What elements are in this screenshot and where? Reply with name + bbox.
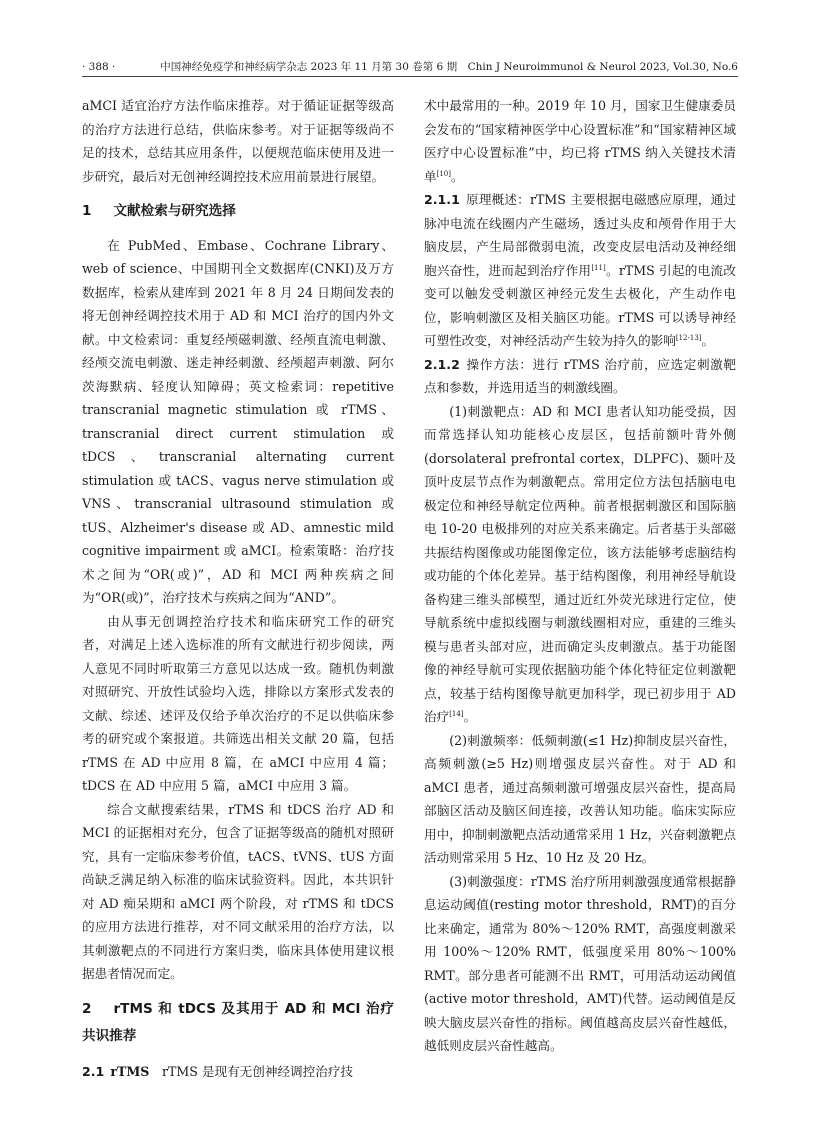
stimulation-target-text: AD 和 MCI 患者认知功能受损，因而常选择认知功能核心皮层区，包括前额叶背外侧(dorsolateral prefrontal cortex，DLPFC)、颞叶及顶叶皮层节点作为刺激靶点。常用定位方法包括脑电电极定位和神经导航定位两种。前者根据刺激区和国际脑电 10-20 电极排列的对应关系来确定。后者基于头部磁共振结构图像或功能图像定位，该方法能够考虑脑结构或功能的个体化差异。基于结构图像，利用神经导航设备构建三维头部模型，通过近红外荧光球进行定位，使导航系统中虚拟线圈与刺激线圈相对应，重建的三维头模与患者头部对应，进而确定头皮刺激点。基于功能图像的神经导航可实现依据脑功能个体化特征定位刺激靶点，较基于结构图像导航更加科学，现已初步用于 AD 治疗 <box>424 403 736 724</box>
section-2-1-1-title: 原理概述： <box>465 192 530 207</box>
search-paragraph: 在 PubMed、Embase、Cochrane Library、web of science、中国期刊全文数据库(CNKI)及万方数据库，检索从建库到 2021 年 8 月 24 日期间发表的将无创神经调控技术用于 AD 和 MCI 治疗的国内外文献。中文检索词：重复经颅磁刺激、经颅直流电刺激、经颅交流电刺激、迷走神经刺激、经颅超声刺激、阿尔茨海默病、轻度认知障碍；英文检索词：repetitive transcranial magnetic stimulation 或 rTMS、transcranial direct current stimulation 或 tDCS、transcranial alternating current stimulation 或 tACS、vagus nerve stimulation 或 VNS、transcranial ultrasound stimulation 或 tUS、Alzheimer's disease 或 AD、amnestic mild cognitive impairment 或 aMCI。检索策略：治疗技术之间为“OR(或)”，AD 和 MCI 两种疾病之间为“OR(或)”，治疗技术与疾病之间为“AND”。 <box>82 237 394 605</box>
section-1-heading <box>82 200 394 224</box>
stimulation-target-end: 。 <box>463 709 477 724</box>
section-2-1-2-title: 操作方法： <box>465 356 533 372</box>
stimulation-frequency-text: 低频刺激(≤1 Hz)抑制皮层兴奋性，高频刺激(≥5 Hz)则增强皮层兴奋性。对于 AD 和 aMCI 患者，通过高频刺激可增强皮层兴奋性，提高局部脑区活动及脑区间连接，改善认知功能。临床实际应用中，抑制刺激靶点活动通常采用 1 Hz，兴奋刺激靶点活动则常采用 5 Hz、10 Hz 及 20 Hz。 <box>424 732 736 865</box>
stimulation-frequency-paragraph <box>424 729 736 870</box>
section-2-title: rTMS 和 tDCS 及其用于 AD 和 MCI 治疗共识推荐 <box>82 1000 394 1044</box>
stimulation-target-label: (1)刺激靶点： <box>449 403 533 419</box>
synthesis-paragraph: 综合文献搜索结果，rTMS 和 tDCS 治疗 AD 和 MCI 的证据相对充分，包含了证据等级高的随机对照研究，具有一定临床参考价值，tACS、tVNS、tUS 方面尚缺乏满足纳入标准的临床试验资料。因此，本共识针对 AD 痴呆期和 aMCI 两个阶段，对 rTMS 和 tDCS 的应用方法进行推荐，对不同文献采用的治疗方法，以其刺激靶点的不同进行方案归类，临床具体使用建议根据患者情况而定。 <box>82 801 394 981</box>
citation-10: [10] <box>436 169 451 178</box>
section-2-1-2-text: 进行 rTMS 治疗前，应选定刺激靶点和参数，并选用适当的刺激线圈。 <box>424 356 737 395</box>
stimulation-frequency-label: (2)刺激频率： <box>449 732 532 748</box>
section-2-1-2-paragraph <box>424 353 736 400</box>
continued-paragraph <box>424 94 736 188</box>
section-2-1-2-number: 2.1.2 <box>424 356 460 372</box>
section-1-title: 文献检索与研究选择 <box>113 203 236 219</box>
stimulation-intensity-text: rTMS 治疗所用刺激强度通常根据静息运动阈值(resting motor threshold，RMT)的百分比来确定，通常为 80%～120% RMT，高强度刺激采用 100%～120% RMT，低强度采用 80%～100% RMT。部分患者可能测不出 RMT，可用活动运动阈值(active motor threshold，AMT)代替。运动阈值是反映大脑皮层兴奋性的指标。阈值越高皮层兴奋性越低，越低则皮层兴奋性越高。 <box>424 873 736 1053</box>
section-2-number: 2 <box>82 1000 92 1017</box>
section-2-1-1-number: 2.1.1 <box>424 192 460 207</box>
right-column <box>424 94 736 1058</box>
selection-paragraph: 由从事无创调控治疗技术和临床研究工作的研究者，对满足上述入选标准的所有文献进行初步阅读，两人意见不同时听取第三方意见以达成一致。随机伪刺激对照研究、开放性试验均入选，排除以方案形式发表的文献、综述、述评及仅给予单次治疗的不足以供临床参考的研究或个案报道。共筛选出相关文献 20 篇，包括 rTMS 在 AD 中应用 8 篇，在 aMCI 中应用 4 篇；tDCS 在 AD 中应用 5 篇，aMCI 中应用 3 篇。 <box>82 613 394 793</box>
section-2-1-1-paragraph <box>424 188 736 353</box>
citation-12-13: [12-13] <box>675 333 702 342</box>
section-2-1-1-text-2: 。rTMS 引起的电流改变可以触发受刺激区神经元发生去极化，产生动作电位，影响刺激区及相关脑区功能。rTMS 可以诱导神经可塑性改变，对神经活动产生较为持久的影响 <box>424 262 736 348</box>
left-column <box>82 94 394 1083</box>
continued-end: 。 <box>450 168 464 184</box>
section-2-1-title: rTMS <box>110 1063 150 1079</box>
section-2-1-paragraph <box>82 1060 394 1084</box>
stimulation-intensity-paragraph <box>424 870 736 1058</box>
section-2-heading <box>82 996 394 1050</box>
stimulation-intensity-label: (3)刺激强度： <box>449 873 531 889</box>
section-2-1-1-text: rTMS 主要根据电磁感应原理，通过脉冲电流在线圈内产生磁场，透过头皮和颅骨作用于大脑皮层，产生局部微弱电流，改变皮层电活动及神经细胞兴奋性，进而起到治疗作用 <box>424 192 736 278</box>
page-number: · 388 · <box>82 61 116 73</box>
citation-14: [14] <box>449 709 464 718</box>
continued-text: 术中最常用的一种。2019 年 10 月，国家卫生健康委员会发布的“国家精神医学中心设置标准”和“国家精神区域医疗中心设置标准”中，均已将 rTMS 纳入关键技术清单 <box>424 98 736 184</box>
intro-paragraph: aMCI 适宜治疗方法作临床推荐。对于循证证据等级高的治疗方法进行总结，供临床参考。对于证据等级尚不足的技术，总结其应用条件，以便规范临床使用及进一步研究，最后对无创神经调控技术应用前景进行展望。 <box>82 98 394 184</box>
section-2-1-text: rTMS 是现有无创神经调控治疗技 <box>161 1063 354 1079</box>
section-1-number: 1 <box>82 203 92 219</box>
citation-11: [11] <box>591 263 606 272</box>
stimulation-target-paragraph <box>424 400 736 729</box>
section-2-1-number: 2.1 <box>82 1063 105 1079</box>
running-header <box>82 58 738 77</box>
section-2-1-1-end: 。 <box>701 333 715 348</box>
journal-citation: 中国神经免疫学和神经病学杂志 2023 年 11 月第 30 卷第 6 期 Chin J Neuroimmunol & Neurol 2023, Vol.30, No.6 <box>160 61 738 73</box>
